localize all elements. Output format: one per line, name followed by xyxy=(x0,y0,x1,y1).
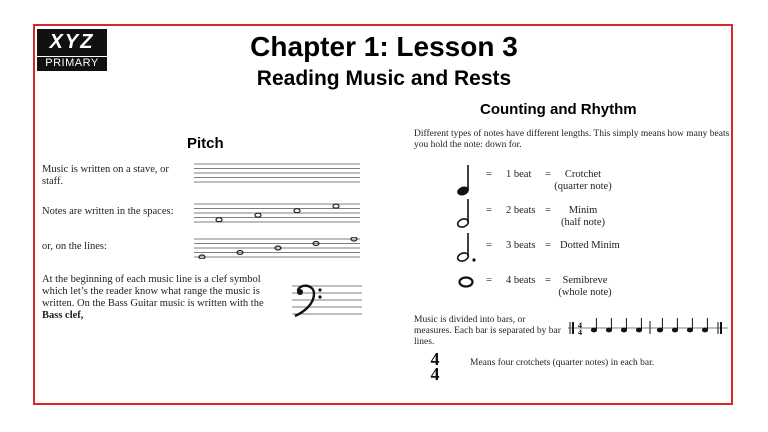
semibreve-eq2: = xyxy=(545,275,551,286)
clef-description: At the beginning of each music line is a clef symbol which let’s the reader know what range the music is written. On the Bass Guitar music is written with the xyxy=(42,274,264,309)
spaces-text: Notes are written in the spaces: xyxy=(42,206,174,217)
clef-text xyxy=(42,274,282,322)
logo-top-text: XYZ xyxy=(49,31,95,53)
minim-alt-name: (half note) xyxy=(560,217,606,228)
dotted-minim-name: Dotted Minim xyxy=(560,240,620,251)
semibreve-name: Semibreve xyxy=(562,275,608,286)
crotchet-note-icon xyxy=(455,164,479,198)
dotted-minim-note-icon xyxy=(455,232,479,264)
rhythm-heading: Counting and Rhythm xyxy=(480,101,637,118)
semibreve-note-icon xyxy=(458,276,474,288)
bars-text: Music is divided into bars, or measures. Each bar is separated by bar lines. xyxy=(414,315,561,347)
page-subtitle: Reading Music and Rests xyxy=(256,67,512,90)
stave-notes-on-lines xyxy=(194,237,360,259)
time-signature-text: Means four crotchets (quarter notes) in each bar. xyxy=(470,358,655,368)
svg-text:4: 4 xyxy=(578,328,582,336)
crotchet-eq1: = xyxy=(486,169,492,180)
page-title: Chapter 1: Lesson 3 xyxy=(250,31,518,62)
pitch-heading: Pitch xyxy=(187,135,224,152)
crotchet-beats: 1 beat xyxy=(506,169,532,180)
time-signature xyxy=(428,349,442,384)
svg-text:4: 4 xyxy=(578,321,582,330)
stave-notes-in-spaces xyxy=(194,203,360,223)
semibreve-alt-name: (whole note) xyxy=(558,287,612,298)
semibreve-beats: 4 beats xyxy=(506,275,536,286)
bar-lines-example xyxy=(568,314,728,336)
bass-clef-stave xyxy=(292,282,362,322)
minim-eq2: = xyxy=(545,205,551,216)
logo-bottom-text: PRIMARY xyxy=(37,56,107,69)
lines-text: or, on the lines: xyxy=(42,241,107,252)
minim-name: Minim xyxy=(568,205,598,216)
time-signature-top: 4 xyxy=(430,349,440,369)
minim-note-icon xyxy=(455,198,479,230)
rhythm-intro: Different types of notes have different lengths. This simply means how many beats you hold the note: down for. xyxy=(414,129,730,150)
stave-text: Music is written on a stave, or staff. xyxy=(42,164,169,187)
minim-beats: 2 beats xyxy=(506,205,536,216)
empty-stave xyxy=(194,163,360,185)
crotchet-alt-name: (quarter note) xyxy=(554,181,612,192)
bass-clef-label: Bass clef, xyxy=(42,310,84,321)
dotted-minim-eq1: = xyxy=(486,240,492,251)
dotted-minim-eq2: = xyxy=(545,240,551,251)
dotted-minim-beats: 3 beats xyxy=(506,240,536,251)
crotchet-eq2: = xyxy=(545,169,551,180)
semibreve-eq1: = xyxy=(486,275,492,286)
time-signature-bottom: 4 xyxy=(430,364,440,384)
crotchet-name: Crotchet xyxy=(564,169,602,180)
bass-clef-icon xyxy=(295,286,322,316)
minim-eq1: = xyxy=(486,205,492,216)
